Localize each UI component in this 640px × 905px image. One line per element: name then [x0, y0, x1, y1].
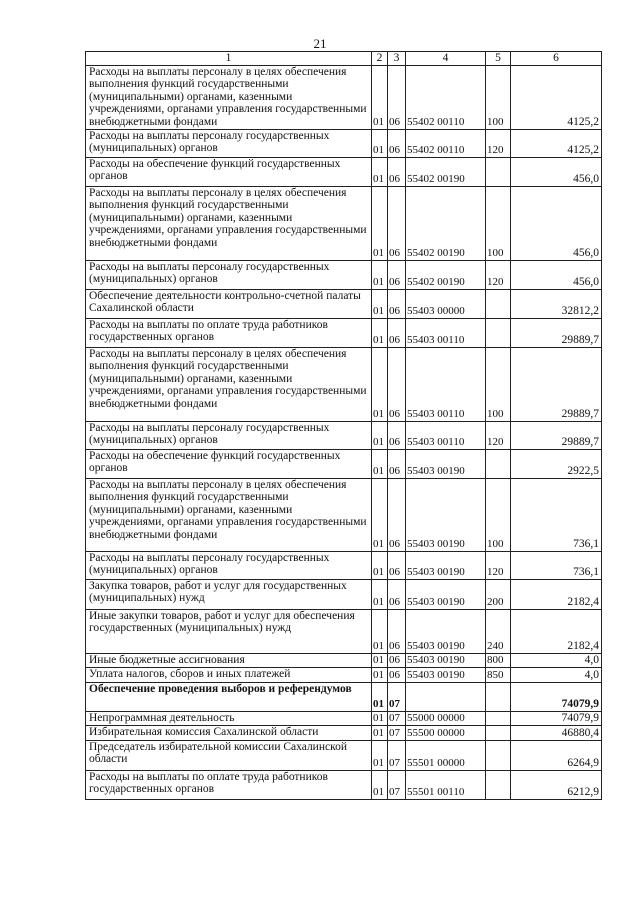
row-csr: 55402 00110	[406, 129, 486, 157]
row-name: Расходы на выплаты по оплате труда работников государственных органов	[86, 770, 372, 799]
row-vr: 100	[486, 478, 511, 551]
row-csr	[406, 682, 486, 711]
row-rz: 01	[372, 740, 388, 770]
row-name: Расходы на обеспечение функций государственных органов	[86, 449, 372, 478]
row-csr: 55403 00190	[406, 478, 486, 551]
row-name: Закупка товаров, работ и услуг для государственных (муниципальных) нужд	[86, 579, 372, 609]
table-row	[86, 667, 602, 682]
table-row	[86, 65, 602, 129]
row-rz: 01	[372, 551, 388, 579]
row-rz: 01	[372, 186, 388, 260]
row-csr: 55501 00000	[406, 740, 486, 770]
row-sum: 29889,7	[511, 318, 602, 347]
row-name: Непрограммная деятельность	[86, 711, 372, 725]
row-pr: 06	[388, 579, 406, 609]
row-sum: 6212,9	[511, 770, 602, 799]
row-rz: 01	[372, 421, 388, 449]
row-name: Расходы на выплаты по оплате труда работников государственных органов	[86, 318, 372, 347]
row-sum: 29889,7	[511, 347, 602, 421]
row-csr: 55403 00110	[406, 318, 486, 347]
row-csr: 55403 00190	[406, 609, 486, 653]
row-rz: 01	[372, 579, 388, 609]
row-sum: 4,0	[511, 653, 602, 667]
row-name: Обеспечение проведения выборов и референдумов	[86, 682, 372, 711]
row-vr	[486, 740, 511, 770]
header-cell-2: 2	[372, 52, 388, 66]
row-name: Расходы на выплаты персоналу государственных (муниципальных) органов	[86, 260, 372, 289]
table-row	[86, 318, 602, 347]
row-sum: 32812,2	[511, 289, 602, 318]
header-cell-3: 3	[388, 52, 406, 66]
row-sum: 456,0	[511, 157, 602, 186]
row-pr: 07	[388, 740, 406, 770]
header-cell-5: 5	[486, 52, 511, 66]
row-pr: 07	[388, 711, 406, 725]
row-sum: 74079,9	[511, 711, 602, 725]
table-row	[86, 682, 602, 711]
row-vr: 120	[486, 129, 511, 157]
header-cell-6: 6	[511, 52, 602, 66]
row-name: Расходы на выплаты персоналу в целях обеспечения выполнения функций государственными (муниципальными) органами, казенными учреждениями, органами управления государственными внебюджетными фондами	[86, 347, 372, 421]
row-sum: 736,1	[511, 551, 602, 579]
table-row	[86, 770, 602, 799]
row-sum: 2922,5	[511, 449, 602, 478]
table-row	[86, 478, 602, 551]
row-vr	[486, 157, 511, 186]
table-row	[86, 711, 602, 725]
table-row	[86, 260, 602, 289]
row-vr: 120	[486, 551, 511, 579]
row-csr: 55402 00190	[406, 260, 486, 289]
table-header-row	[86, 52, 602, 66]
row-pr: 06	[388, 65, 406, 129]
row-csr: 55402 00190	[406, 186, 486, 260]
row-sum: 29889,7	[511, 421, 602, 449]
row-name: Расходы на выплаты персоналу государственных (муниципальных) органов	[86, 421, 372, 449]
row-pr: 06	[388, 318, 406, 347]
row-vr	[486, 711, 511, 725]
row-vr	[486, 725, 511, 740]
row-sum: 4,0	[511, 667, 602, 682]
row-vr	[486, 682, 511, 711]
row-csr: 55501 00110	[406, 770, 486, 799]
row-name: Уплата налогов, сборов и иных платежей	[86, 667, 372, 682]
row-csr: 55403 00190	[406, 579, 486, 609]
row-sum: 74079,9	[511, 682, 602, 711]
row-vr: 100	[486, 65, 511, 129]
row-pr: 06	[388, 551, 406, 579]
row-sum: 4125,2	[511, 65, 602, 129]
row-vr: 100	[486, 186, 511, 260]
row-rz: 01	[372, 653, 388, 667]
table-row	[86, 551, 602, 579]
row-sum: 456,0	[511, 260, 602, 289]
row-vr: 240	[486, 609, 511, 653]
row-vr: 100	[486, 347, 511, 421]
row-pr: 06	[388, 653, 406, 667]
row-pr: 07	[388, 770, 406, 799]
row-rz: 01	[372, 347, 388, 421]
row-pr: 07	[388, 682, 406, 711]
row-pr: 06	[388, 260, 406, 289]
row-rz: 01	[372, 609, 388, 653]
row-csr: 55403 00000	[406, 289, 486, 318]
row-pr: 06	[388, 129, 406, 157]
header-cell-4: 4	[406, 52, 486, 66]
row-pr: 06	[388, 609, 406, 653]
table-row	[86, 609, 602, 653]
row-csr: 55500 00000	[406, 725, 486, 740]
row-rz: 01	[372, 157, 388, 186]
table-row	[86, 129, 602, 157]
header-cell-1: 1	[86, 52, 372, 66]
row-name: Расходы на выплаты персоналу государственных (муниципальных) органов	[86, 129, 372, 157]
table-row	[86, 186, 602, 260]
row-pr: 06	[388, 186, 406, 260]
row-pr: 06	[388, 347, 406, 421]
row-pr: 06	[388, 667, 406, 682]
table-row	[86, 653, 602, 667]
row-rz: 01	[372, 65, 388, 129]
row-name: Расходы на выплаты персоналу в целях обеспечения выполнения функций государственными (муниципальными) органами, казенными учреждениями, органами управления государственными внебюджетными фондами	[86, 65, 372, 129]
row-vr: 850	[486, 667, 511, 682]
row-name: Расходы на выплаты персоналу в целях обеспечения выполнения функций государственными (муниципальными) органами, казенными учреждениями, органами управления государственными внебюджетными фондами	[86, 186, 372, 260]
row-csr: 55403 00190	[406, 653, 486, 667]
row-sum: 6264,9	[511, 740, 602, 770]
table-row	[86, 157, 602, 186]
row-rz: 01	[372, 725, 388, 740]
row-name: Председатель избирательной комиссии Сахалинской области	[86, 740, 372, 770]
table-row	[86, 347, 602, 421]
table-row	[86, 421, 602, 449]
row-name: Иные бюджетные ассигнования	[86, 653, 372, 667]
row-rz: 01	[372, 770, 388, 799]
row-pr: 06	[388, 421, 406, 449]
row-rz: 01	[372, 260, 388, 289]
row-rz: 01	[372, 129, 388, 157]
table-row	[86, 740, 602, 770]
row-vr: 200	[486, 579, 511, 609]
row-rz: 01	[372, 318, 388, 347]
row-sum: 456,0	[511, 186, 602, 260]
table-body	[86, 65, 602, 799]
table-row	[86, 449, 602, 478]
row-rz: 01	[372, 711, 388, 725]
row-name: Избирательная комиссия Сахалинской области	[86, 725, 372, 740]
page-number: 21	[313, 36, 327, 51]
budget-table	[85, 51, 602, 800]
row-sum: 2182,4	[511, 609, 602, 653]
row-vr: 120	[486, 421, 511, 449]
table-row	[86, 579, 602, 609]
row-name: Расходы на выплаты персоналу государственных (муниципальных) органов	[86, 551, 372, 579]
row-rz: 01	[372, 682, 388, 711]
row-csr: 55403 00190	[406, 551, 486, 579]
row-name: Расходы на выплаты персоналу в целях обеспечения выполнения функций государственными (муниципальными) органами, казенными учреждениями, органами управления государственными внебюджетными фондами	[86, 478, 372, 551]
row-sum: 46880,4	[511, 725, 602, 740]
row-csr: 55403 00190	[406, 449, 486, 478]
row-csr: 55403 00110	[406, 347, 486, 421]
row-vr	[486, 318, 511, 347]
row-csr: 55000 00000	[406, 711, 486, 725]
row-sum: 736,1	[511, 478, 602, 551]
row-rz: 01	[372, 667, 388, 682]
row-csr: 55402 00190	[406, 157, 486, 186]
table-row	[86, 289, 602, 318]
row-vr	[486, 289, 511, 318]
row-csr: 55403 00190	[406, 667, 486, 682]
row-vr: 800	[486, 653, 511, 667]
row-csr: 55402 00110	[406, 65, 486, 129]
row-vr	[486, 770, 511, 799]
row-rz: 01	[372, 289, 388, 318]
row-sum: 4125,2	[511, 129, 602, 157]
row-pr: 06	[388, 157, 406, 186]
table-row	[86, 725, 602, 740]
row-rz: 01	[372, 449, 388, 478]
row-name: Иные закупки товаров, работ и услуг для обеспечения государственных (муниципальных) нужд	[86, 609, 372, 653]
row-pr: 06	[388, 449, 406, 478]
row-pr: 06	[388, 478, 406, 551]
row-csr: 55403 00110	[406, 421, 486, 449]
row-name: Расходы на обеспечение функций государственных органов	[86, 157, 372, 186]
row-pr: 06	[388, 289, 406, 318]
row-sum: 2182,4	[511, 579, 602, 609]
row-vr: 120	[486, 260, 511, 289]
row-name: Обеспечение деятельности контрольно-счетной палаты Сахалинской области	[86, 289, 372, 318]
row-pr: 07	[388, 725, 406, 740]
row-vr	[486, 449, 511, 478]
row-rz: 01	[372, 478, 388, 551]
